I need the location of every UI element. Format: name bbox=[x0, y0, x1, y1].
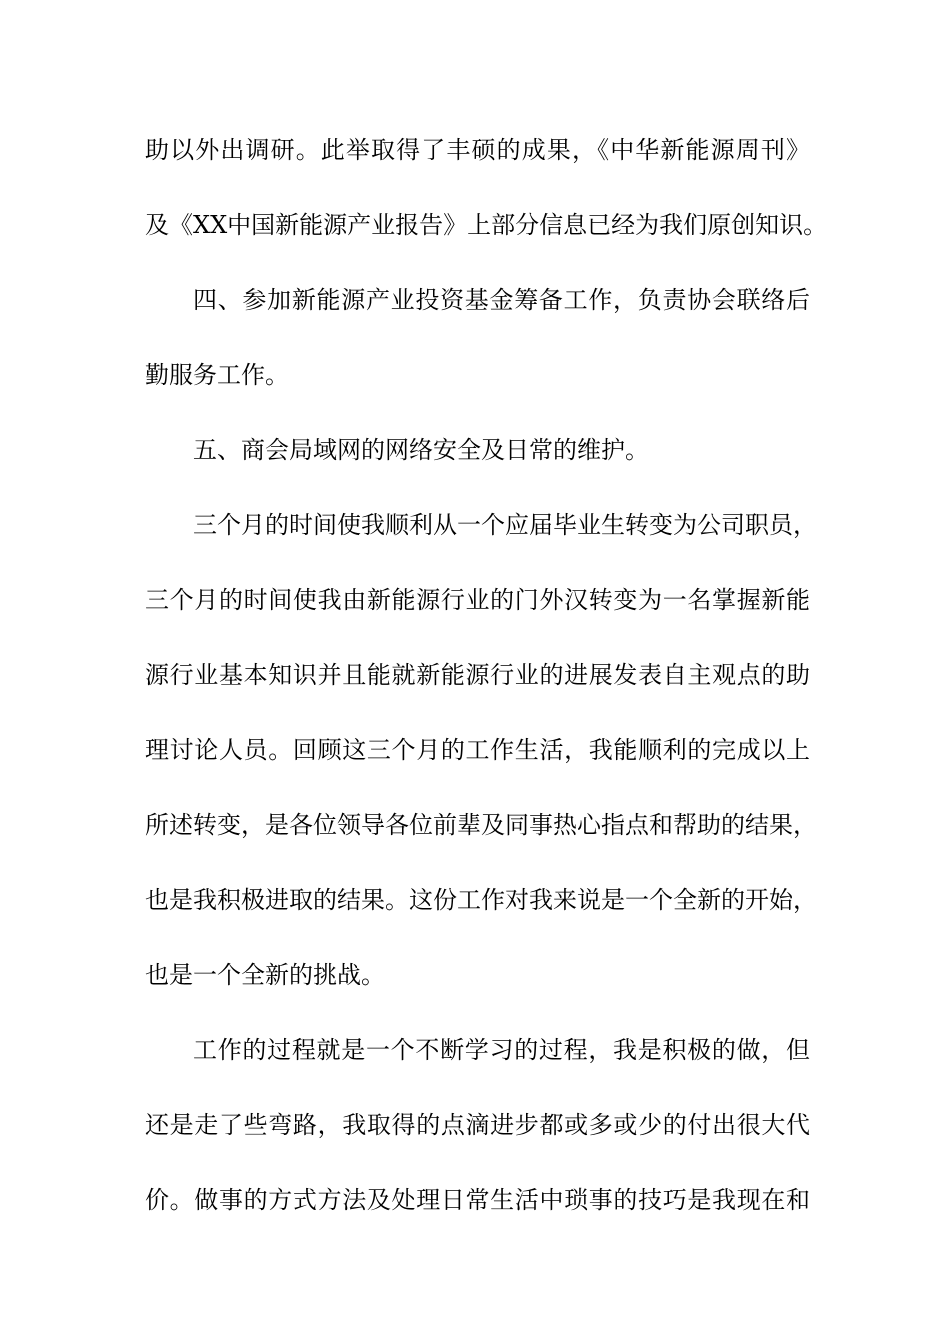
body-text-line: 也是一个全新的挑战。 bbox=[145, 961, 385, 989]
body-text-line: 三个月的时间使我顺利从一个应届毕业生转变为公司职员， bbox=[193, 511, 817, 539]
body-text-line: 理讨论人员。回顾这三个月的工作生活，我能顺利的完成以上 bbox=[145, 736, 810, 764]
body-text-line: 也是我积极进取的结果。这份工作对我来说是一个全新的开始， bbox=[145, 886, 817, 914]
body-text-line: 勤服务工作。 bbox=[145, 361, 289, 389]
body-text-line: 五、商会局域网的网络安全及日常的维护。 bbox=[193, 436, 649, 464]
body-text-line: 及《XX中国新能源产业报告》上部分信息已经为我们原创知识。 bbox=[145, 211, 828, 239]
body-text-line: 助以外出调研。此举取得了丰硕的成果，《中华新能源周刊》 bbox=[145, 136, 810, 164]
body-text-line: 三个月的时间使我由新能源行业的门外汉转变为一名掌握新能 bbox=[145, 586, 810, 614]
body-text-line: 还是走了些弯路，我取得的点滴进步都或多或少的付出很大代 bbox=[145, 1111, 810, 1139]
body-text-line: 价。做事的方式方法及处理日常生活中琐事的技巧是我现在和 bbox=[145, 1186, 810, 1214]
body-text-line: 四、参加新能源产业投资基金筹备工作，负责协会联络后 bbox=[193, 286, 810, 314]
body-text-line: 所述转变，是各位领导各位前辈及同事热心指点和帮助的结果， bbox=[145, 811, 817, 839]
body-text-line: 源行业基本知识并且能就新能源行业的进展发表自主观点的助 bbox=[145, 661, 810, 689]
body-text-line: 工作的过程就是一个不断学习的过程，我是积极的做，但 bbox=[193, 1036, 810, 1064]
